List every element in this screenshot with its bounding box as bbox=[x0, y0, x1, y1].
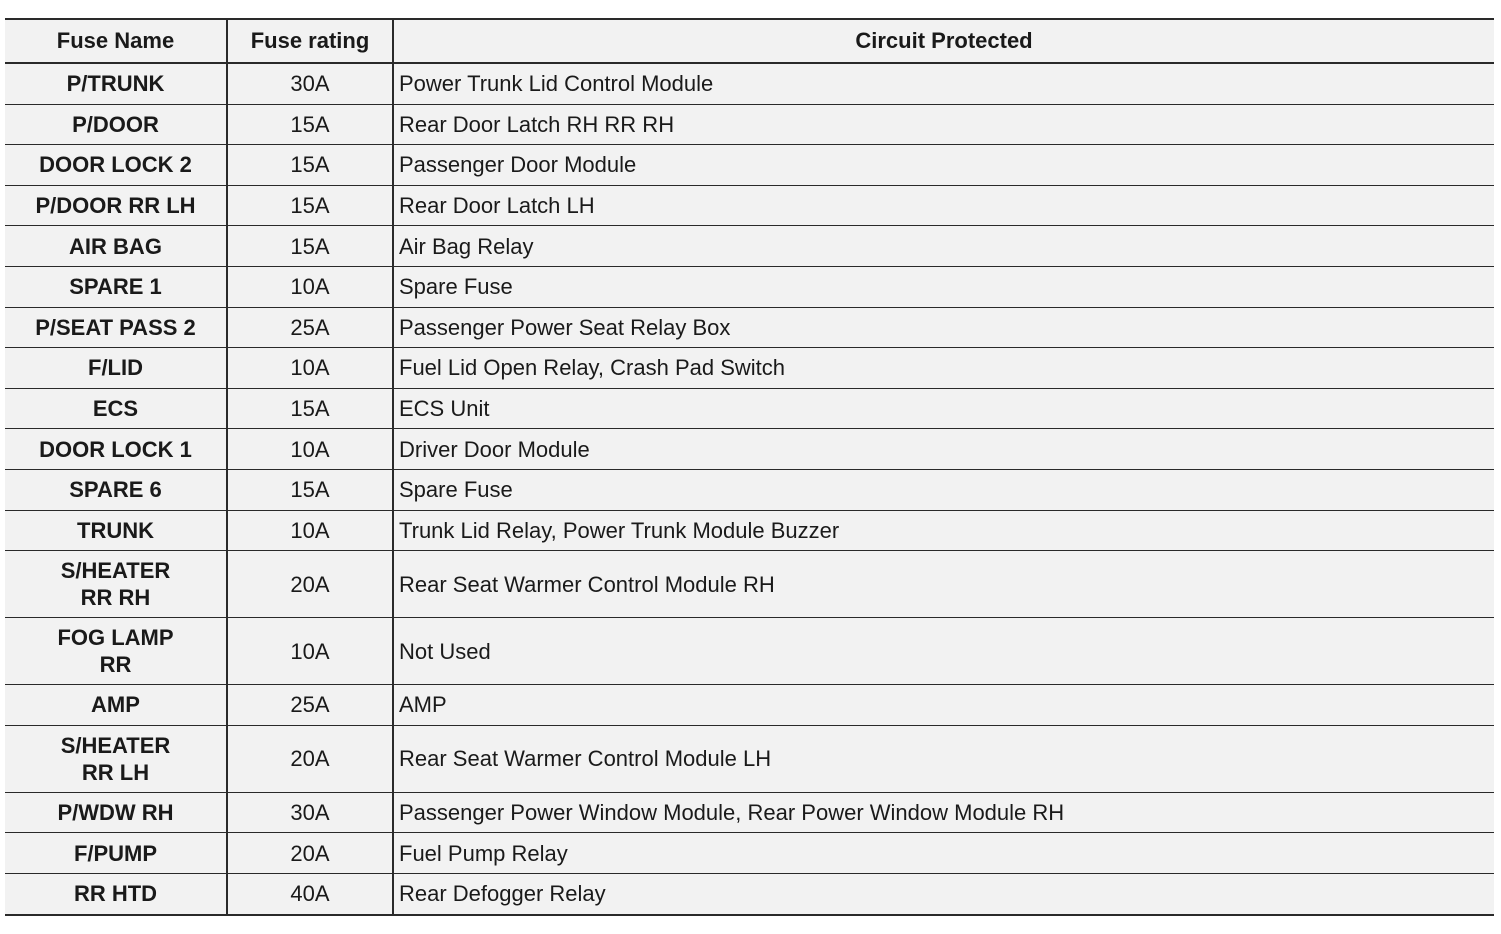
table-row bbox=[5, 469, 1494, 510]
table-row bbox=[5, 307, 1494, 348]
circuit-cell: Fuel Lid Open Relay, Crash Pad Switch bbox=[393, 348, 1494, 389]
fuse-rating-cell: 30A bbox=[227, 63, 393, 104]
table-row bbox=[5, 551, 1494, 618]
fuse-name-cell: SPARE 1 bbox=[5, 266, 227, 307]
fuse-name-cell: F/PUMP bbox=[5, 833, 227, 874]
fuse-rating-cell: 20A bbox=[227, 551, 393, 618]
fuse-rating-cell: 15A bbox=[227, 185, 393, 226]
fuse-name-cell: S/HEATER RR LH bbox=[5, 725, 227, 792]
circuit-cell: Not Used bbox=[393, 618, 1494, 685]
fuse-name-cell: AMP bbox=[5, 685, 227, 726]
table-row bbox=[5, 833, 1494, 874]
table-row bbox=[5, 226, 1494, 267]
circuit-cell: Rear Defogger Relay bbox=[399, 881, 606, 907]
table-row bbox=[5, 618, 1494, 685]
fuse-table bbox=[5, 18, 1494, 916]
fuse-rating-cell: 25A bbox=[227, 307, 393, 348]
header-fuse-name: Fuse Name bbox=[5, 19, 227, 63]
table-row bbox=[5, 725, 1494, 792]
table-row bbox=[5, 145, 1494, 186]
fuse-rating-cell: 15A bbox=[227, 388, 393, 429]
table-row bbox=[5, 873, 1494, 914]
fuse-name-cell: SPARE 6 bbox=[5, 469, 227, 510]
circuit-cell: AMP bbox=[393, 685, 1494, 726]
circuit-cell: Spare Fuse bbox=[393, 266, 1494, 307]
fuse-name-cell: S/HEATER RR RH bbox=[5, 551, 227, 618]
fuse-rating-cell: 30A bbox=[227, 792, 393, 833]
circuit-cell: Power Trunk Lid Control Module bbox=[393, 63, 1494, 104]
fuse-name-cell: FOG LAMP RR bbox=[5, 618, 227, 685]
circuit-cell: ECS Unit bbox=[393, 388, 1494, 429]
fuse-rating-cell: 15A bbox=[227, 226, 393, 267]
fuse-name-cell: RR HTD bbox=[5, 873, 227, 914]
table-header bbox=[5, 19, 1494, 63]
fuse-rating-cell: 10A bbox=[227, 348, 393, 389]
fuse-name-cell: P/WDW RH bbox=[5, 792, 227, 833]
fuse-name-cell: P/SEAT PASS 2 bbox=[5, 307, 227, 348]
fuse-name-cell: P/TRUNK bbox=[5, 63, 227, 104]
fuse-rating-cell: 40A bbox=[227, 873, 393, 914]
fuse-name-cell: P/DOOR RR LH bbox=[5, 185, 227, 226]
fuse-name-cell: TRUNK bbox=[5, 510, 227, 551]
circuit-cell: Rear Seat Warmer Control Module RH bbox=[393, 551, 1494, 618]
fuse-name-cell: DOOR LOCK 1 bbox=[5, 429, 227, 470]
fuse-rating-cell: 10A bbox=[227, 266, 393, 307]
fuse-rating-cell: 20A bbox=[227, 833, 393, 874]
circuit-cell: Rear Door Latch RH RR RH bbox=[393, 104, 1494, 145]
circuit-cell: Fuel Pump Relay bbox=[393, 833, 1494, 874]
circuit-cell: Trunk Lid Relay, Power Trunk Module Buzzer bbox=[393, 510, 1494, 551]
table-row bbox=[5, 266, 1494, 307]
header-row bbox=[5, 19, 1494, 63]
circuit-cell: Rear Seat Warmer Control Module LH bbox=[393, 725, 1494, 792]
fuse-name-cell: AIR BAG bbox=[5, 226, 227, 267]
fuse-rating-cell: 10A bbox=[227, 618, 393, 685]
header-fuse-rating: Fuse rating bbox=[227, 19, 393, 63]
fuse-name-cell: DOOR LOCK 2 bbox=[5, 145, 227, 186]
fuse-rating-cell: 15A bbox=[227, 145, 393, 186]
fuse-name-cell: ECS bbox=[5, 388, 227, 429]
fuse-rating-cell: 25A bbox=[227, 685, 393, 726]
fuse-name-cell: P/DOOR bbox=[5, 104, 227, 145]
circuit-cell: Air Bag Relay bbox=[393, 226, 1494, 267]
table-row bbox=[5, 429, 1494, 470]
table-body bbox=[5, 63, 1494, 915]
table-row bbox=[5, 348, 1494, 389]
circuit-cell: Passenger Door Module bbox=[393, 145, 1494, 186]
fuse-rating-cell: 10A bbox=[227, 429, 393, 470]
fuse-table-container bbox=[5, 18, 1494, 916]
fuse-rating-cell: 15A bbox=[227, 104, 393, 145]
table-row bbox=[5, 63, 1494, 104]
circuit-cell: Passenger Power Seat Relay Box bbox=[393, 307, 1494, 348]
fuse-rating-cell: 20A bbox=[227, 725, 393, 792]
fuse-name-cell: F/LID bbox=[5, 348, 227, 389]
fuse-rating-cell: 15A bbox=[227, 469, 393, 510]
circuit-cell: Driver Door Module bbox=[393, 429, 1494, 470]
table-row bbox=[5, 510, 1494, 551]
circuit-cell: Spare Fuse bbox=[393, 469, 1494, 510]
fuse-rating-cell: 10A bbox=[227, 510, 393, 551]
table-row bbox=[5, 185, 1494, 226]
circuit-cell: Passenger Power Window Module, Rear Power Window Module RH bbox=[393, 792, 1494, 833]
table-row bbox=[5, 104, 1494, 145]
header-circuit-protected: Circuit Protected bbox=[393, 19, 1494, 63]
circuit-cell: Rear Door Latch LH bbox=[393, 185, 1494, 226]
table-row bbox=[5, 792, 1494, 833]
table-row bbox=[5, 685, 1494, 726]
table-row bbox=[5, 388, 1494, 429]
